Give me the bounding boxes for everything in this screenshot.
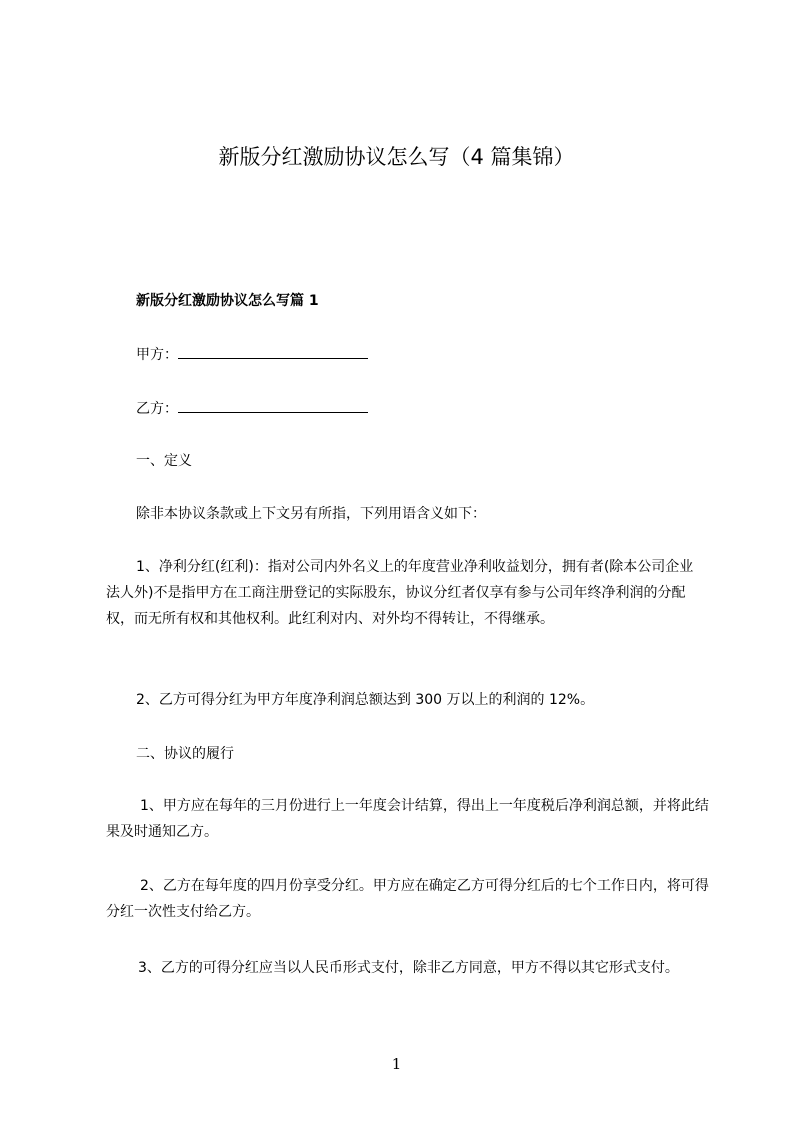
party-b-row [136, 398, 368, 420]
clause-3: 3、乙方的可得分红应当以人民币形式支付，除非乙方同意，甲方不得以其它形式支付。 [138, 960, 679, 976]
clause-1: 1、甲方应在每年的三月份进行上一年度会计结算，得出上一年度税后净利润总额，并将此结果及时通知乙方。 [106, 798, 709, 840]
section2-title: 二、协议的履行 [136, 746, 234, 762]
party-a-label: 甲方： [136, 347, 178, 363]
intro-text: 除非本协议条款或上下文另有所指，下列用语含义如下： [136, 506, 486, 522]
definition-2: 2、乙方可得分红为甲方年度净利润总额达到 300 万以上的利润的 12%。 [136, 692, 595, 708]
section-heading: 新版分红激励协议怎么写篇 1 [136, 293, 319, 309]
party-b-blank [178, 398, 368, 413]
document-title: 新版分红激励协议怎么写（4 篇集锦） [218, 145, 575, 169]
page-number: 1 [391, 1055, 402, 1073]
party-b-label: 乙方： [136, 401, 178, 417]
section1-title: 一、定义 [136, 453, 192, 469]
clause-2: 2、乙方在每年度的四月份享受分红。甲方应在确定乙方可得分红后的七个工作日内，将可得分红一次性支付给乙方。 [106, 878, 709, 920]
party-a-blank [178, 344, 368, 359]
definition-1: 1、净利分红(红利)：指对公司内外名义上的年度营业净利收益划分，拥有者(除本公司企业法人外)不是指甲方在工商注册登记的实际股东，协议分红者仅享有参与公司年终净利润的分配权，而无所有权和其他权利。此红利对内、对外均不得转让，不得继承。 [106, 559, 694, 627]
party-a-row [136, 344, 368, 366]
